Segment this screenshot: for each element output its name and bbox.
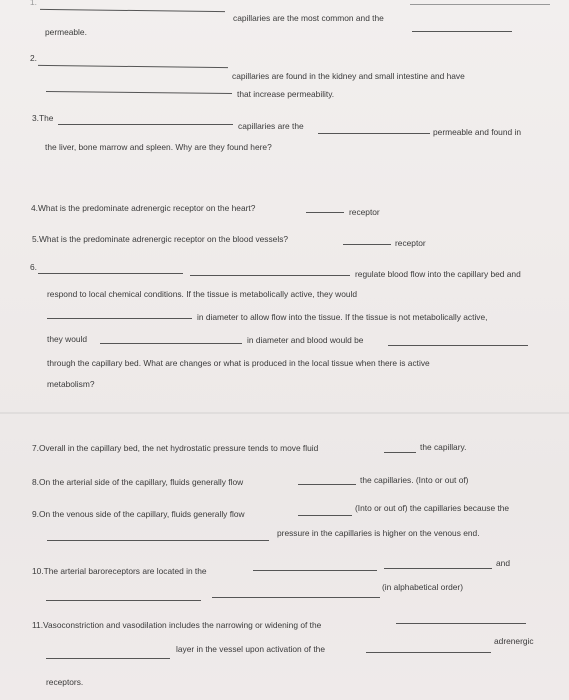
- q2-blank-1[interactable]: [38, 65, 228, 68]
- q3-text-a: capillaries are the: [238, 121, 304, 131]
- top-edge-line: [410, 4, 550, 5]
- q2-text-b: that increase permeability.: [237, 89, 335, 99]
- q9-blank-2[interactable]: [47, 540, 269, 541]
- q6-blank-1[interactable]: [38, 273, 183, 274]
- q11-adrenergic: adrenergic: [494, 636, 534, 646]
- q9-blank-1[interactable]: [298, 515, 352, 516]
- q6-text-c: in diameter to allow flow into the tissue. If the tissue is not metabolically active,: [197, 312, 488, 322]
- q3-blank-2[interactable]: [318, 133, 430, 134]
- q6-number: 6.: [30, 262, 37, 272]
- q2-blank-2[interactable]: [46, 91, 232, 94]
- q10-blank-1[interactable]: [253, 570, 377, 571]
- q3-blank-1[interactable]: [58, 124, 233, 125]
- q1-text-a: capillaries are the most common and the: [233, 13, 384, 23]
- q10-text: 10.The arterial baroreceptors are located in the: [32, 566, 207, 576]
- q1-text-b: permeable.: [45, 27, 87, 37]
- q11-receptors: receptors.: [46, 677, 84, 687]
- q11-blank-1[interactable]: [396, 623, 526, 624]
- q6-blank-3[interactable]: [47, 318, 192, 319]
- q10-blank-4[interactable]: [212, 597, 380, 598]
- q3-text-b: permeable and found in: [433, 127, 522, 137]
- q6-text-f: metabolism?: [47, 379, 95, 389]
- q10-blank-3[interactable]: [46, 600, 201, 601]
- q3-label: 3.The: [32, 113, 54, 123]
- q3-text-c: the liver, bone marrow and spleen. Why are they found here?: [45, 142, 272, 152]
- q2-number: 2.: [30, 53, 37, 63]
- q11-blank-2[interactable]: [46, 658, 170, 659]
- q8-text: 8.On the arterial side of the capillary, fluids generally flow: [32, 477, 244, 487]
- q7-blank[interactable]: [384, 452, 416, 453]
- q8-blank[interactable]: [298, 484, 356, 485]
- q5-blank[interactable]: [343, 244, 391, 245]
- q5-text: 5.What is the predominate adrenergic receptor on the blood vessels?: [32, 234, 289, 244]
- q1-blank-1[interactable]: [40, 9, 225, 12]
- q7-suffix: the capillary.: [420, 442, 467, 452]
- q4-suffix: receptor: [349, 207, 380, 217]
- q1-number: 1.: [30, 0, 37, 7]
- q6-text-e: through the capillary bed. What are changes or what is produced in the local tissue when there is active: [47, 358, 430, 368]
- q10-and: and: [496, 558, 510, 568]
- q5-suffix: receptor: [395, 238, 426, 248]
- q11-text: 11.Vasoconstriction and vasodilation includes the narrowing or widening of the: [32, 620, 322, 630]
- q4-blank[interactable]: [306, 212, 344, 213]
- q9-text-b: pressure in the capillaries is higher on the venous end.: [277, 528, 480, 538]
- q6-blank-5[interactable]: [388, 345, 528, 346]
- q6-text-d2: in diameter and blood would be: [247, 335, 364, 345]
- q8-suffix: the capillaries. (Into or out of): [360, 475, 469, 485]
- q1-blank-2[interactable]: [412, 31, 512, 32]
- q6-blank-4[interactable]: [100, 343, 242, 344]
- q11-text-b: layer in the vessel upon activation of the: [176, 644, 325, 654]
- q9-text: 9.On the venous side of the capillary, fluids generally flow: [32, 509, 245, 519]
- q6-blank-2[interactable]: [190, 275, 350, 276]
- q4-text: 4.What is the predominate adrenergic receptor on the heart?: [31, 203, 256, 213]
- q10-blank-2[interactable]: [384, 568, 492, 569]
- q6-text-a: regulate blood flow into the capillary bed and: [355, 269, 521, 279]
- q10-hint: (in alphabetical order): [382, 582, 464, 592]
- q6-text-d1: they would: [47, 334, 88, 344]
- q6-text-b: respond to local chemical conditions. If the tissue is metabolically active, they would: [47, 289, 358, 299]
- q9-suffix: (Into or out of) the capillaries because the: [355, 503, 510, 513]
- q7-text: 7.Overall in the capillary bed, the net hydrostatic pressure tends to move fluid: [32, 443, 319, 453]
- q11-blank-3[interactable]: [366, 652, 491, 653]
- q2-text-a: capillaries are found in the kidney and small intestine and have: [232, 71, 465, 81]
- page-fold: [0, 412, 569, 414]
